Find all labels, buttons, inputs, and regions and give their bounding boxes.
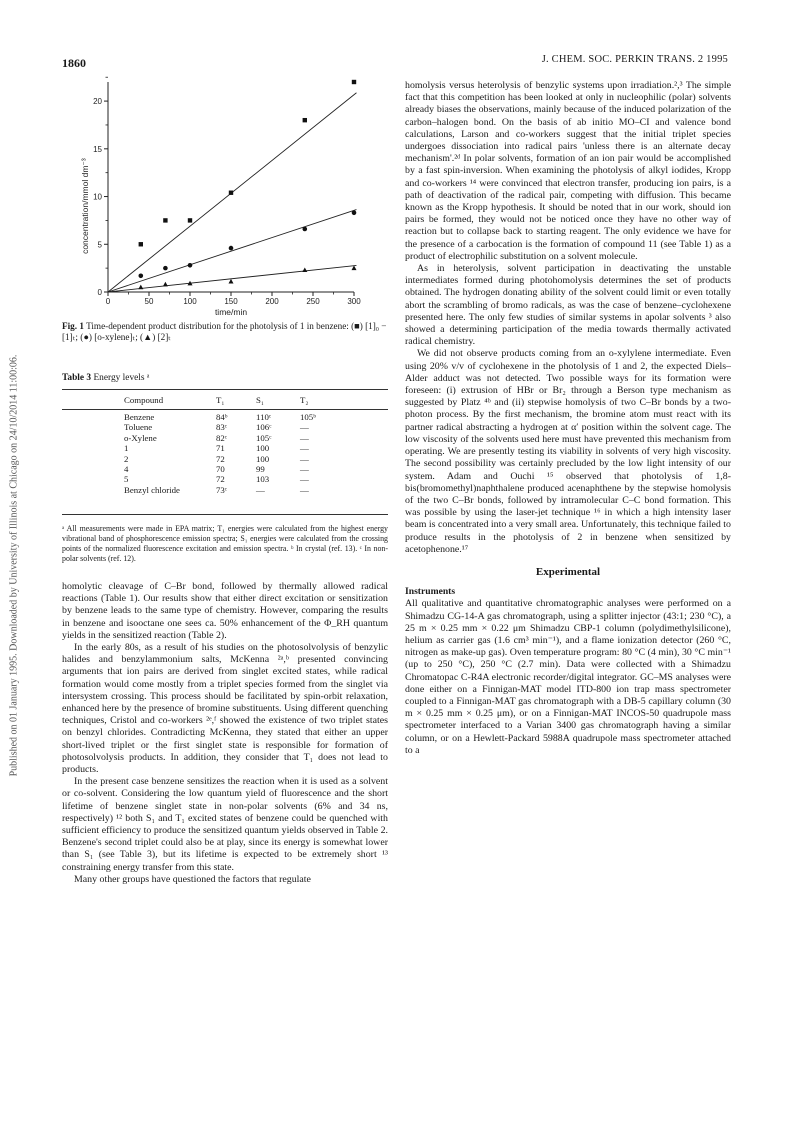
table-cell: 99 [256, 464, 265, 475]
y-tick-label: 15 [93, 144, 102, 154]
table-cell: 100 [256, 453, 270, 464]
page-number: 1860 [62, 56, 86, 70]
data-point-triangle [163, 282, 168, 287]
table-header-row [62, 392, 388, 408]
paragraph: In the early 80s, as a result of his studies on the photosolvolysis of benzylic halides and benzylammonium salts, McKenna ²ᵃ,ᵇ presented convincing arguments that ion pairs are derived from singlet excited states, while radical formation would come mostly from a triplet species formed from the singlet via intersystem crossing. This process should be facilitated by spin-orbit relaxation, enhanced here by the presence of bromine substituents. Using different quenching techniques, Cristol and co-workers ²ᵉ,ᶠ showed the existence of two triplet states on benzyl chlorides. Contradicting McKenna, they stated that either an upper short-lived triplet or the first singlet state is responsible for formation of photosolvolysis products. In addition, they consider that T₁ does not lead to products. [62, 642, 388, 776]
table-cell: — [300, 422, 309, 433]
y-tick-label: 20 [93, 97, 102, 107]
table-cell: 84ᵇ [216, 412, 228, 422]
table-cell: 73ᶜ [216, 484, 228, 495]
right-column-text [405, 80, 731, 757]
table-cell: Toluene [124, 422, 153, 433]
figure-caption-text: Time-dependent product distribution for the photolysis of 1 in benzene: (■) [1]₀ − [1]ₜ; (●) [o-xylene]ₜ; (▲) [2]ₜ [62, 321, 387, 342]
table-row [62, 433, 388, 443]
table-header-cell: Compound [124, 395, 164, 405]
data-point-square [229, 191, 233, 195]
table-header-cell: T₁ [216, 395, 225, 405]
data-point-square [352, 80, 356, 84]
figure-caption [62, 321, 388, 343]
left-column-text [62, 581, 388, 886]
paragraph: All qualitative and quantitative chromatographic analyses were performed on a Shimadzu CG-14-A gas chromatograph, using a splitter injector (43:1; 230 °C), a 25 m × 0.25 mm × 0.22 μm Shimadzu CBP-1 column (polydimethylsilicone), helium as carrier gas (1.6 cm³ min⁻¹), and a flame ionization detector (260 °C, nitrogen as make-up gas). Oven temperature program: 80 °C (4 min), 30 °C min⁻¹ (up to 250 °C), 250 °C (2.7 min). Data were collected with a Shimadzu Chromatopac C-R4A electronic recorder/digital integrator. GC–MS analyses were done either on a Finnigan-MAT model ITD-800 ion trap mass spectrometer coupled to a Finnigan-MAT gas chromatograph with a DB-5 capillary column (30 m × 0.25 mm × 0.25 μm), or on a Finnigan-MAT INCOS-50 quadrupole mass spectrometer interfaced to a Varian 3400 gas chromatograph having a similar column, or on a Hewlett-Packard 5988A quadrupole mass spectrometer attached to a [405, 598, 731, 756]
x-tick-label: 200 [265, 297, 279, 306]
y-tick-label: 0 [97, 288, 102, 297]
table-cell: 82ᶜ [216, 432, 228, 443]
table-title-label: Table 3 [62, 373, 92, 383]
table-cell: 4 [124, 464, 129, 475]
data-point-circle [303, 227, 308, 232]
table-cell: 103 [256, 474, 270, 485]
table-cell: — [300, 474, 309, 485]
figure-1-chart [62, 72, 392, 320]
table-header-cell: S₁ [256, 395, 264, 405]
data-point-square [303, 118, 307, 122]
table-cell: 70 [216, 464, 225, 475]
data-point-triangle [302, 267, 307, 272]
table-cell: 72 [216, 474, 225, 485]
data-point-square [139, 242, 143, 246]
table-cell: 110ᶜ [256, 412, 272, 422]
x-tick-label: 50 [144, 297, 154, 306]
table-title [62, 373, 149, 383]
data-point-circle [352, 210, 357, 215]
figure-caption-label: Fig. 1 [62, 321, 84, 331]
data-point-circle [229, 246, 234, 251]
paragraph: We did not observe products coming from an o-xylylene intermediate. Even using 20% v/v of cyclohexene in the photolysis of 1 and 2, the expected Diels–Alder adduct was not detected. Two possible ways for its formation were foreseen: (i) extrusion of HBr or Br₂ through a Berson type mechanism as suggested by Platz ⁴ᵇ and (ii) stepwise homolysis of two C–Br bonds by a two-photon process. By the first mechanism, the bromine atom must react with its partner radical abstracting a hydrogen at α′ position within the solvent cage. The low viscosity of the solvents used here must have prevented this mechanism from operating. We are presently testing its viability in solvents of very high viscosity. The second possibility was certainly precluded by the low light intensity of our system. Adam and Ouchi ¹⁵ observed that photolysis of 1,8-bis(bromomethyl)naphthalene produced acenaphthene by the stepwise homolysis of the two C–Br bonds, followed by intramolecular C–C bond formation. This was possible by using the laser-jet technique ¹⁶ in which a high intensity laser beam is concentrated into a very small area. Unfortunately, this technique failed to produce results in the photolysis of 2 in benzene when sensitized by acetophenone.¹⁷ [405, 348, 731, 555]
table-row [62, 443, 388, 453]
paragraph: Many other groups have questioned the factors that regulate [74, 873, 311, 885]
data-point-circle [139, 273, 144, 278]
data-point-circle [188, 263, 193, 268]
table-row [62, 485, 388, 495]
data-point-circle [163, 266, 168, 271]
data-point-square [188, 218, 192, 222]
table-top-rule [62, 389, 388, 390]
table-cell: Benzyl chloride [124, 484, 180, 495]
table-row [62, 412, 388, 422]
x-tick-label: 0 [105, 297, 111, 306]
x-axis-label: time/min [214, 307, 248, 317]
x-tick-label: 250 [306, 297, 320, 306]
x-tick-label: 100 [183, 297, 197, 306]
journal-header: J. CHEM. SOC. PERKIN TRANS. 2 1995 [541, 54, 728, 65]
table-bottom-rule [62, 514, 388, 515]
table-cell: 106ᶜ [256, 422, 272, 433]
table-row [62, 454, 388, 464]
table-cell: — [256, 484, 265, 495]
table-cell: 1 [124, 443, 129, 454]
data-point-square [163, 218, 167, 222]
data-point-triangle [229, 279, 234, 284]
y-tick-label: 10 [93, 192, 102, 202]
table-cell: 72 [216, 453, 225, 464]
paragraph: In the present case benzene sensitizes the reaction when it is used as a solvent or co-solvent. Considering the low quantum yield of fluorescence and the short lifetime of benzene singlet state in non-polar solvents (6% and 34 ns, respectively) ¹² both S₁ and T₁ excited states of benzene could be quenched with sufficient efficiency to produce the sensitized quantum yields observed in Table 2. Benzene's second triplet could also be at play, since its energy is somewhat lower than S₁ (see Table 3), but its lifetime is expected to be extremely short ¹³ constraining energy transfer from this state. [62, 776, 388, 873]
x-tick-label: 300 [347, 297, 361, 306]
x-tick-label: 150 [224, 297, 238, 306]
table-cell: 105ᵇ [300, 412, 316, 422]
table-cell: 105ᶜ [256, 432, 272, 443]
table-cell: — [300, 464, 309, 475]
subsection-heading-instruments: Instruments [405, 586, 456, 598]
table-cell: 5 [124, 474, 129, 485]
table-row [62, 464, 388, 474]
table-cell: — [300, 443, 309, 454]
data-point-triangle [138, 285, 143, 290]
table-cell: o-Xylene [124, 432, 157, 443]
paragraph: homolytic cleavage of C–Br bond, followed by thermally allowed radical reactions (Table 1). Our results show that either direct excitation or sensitization by benzene leads to the same type of chemistry. However, comparing the results in benzene and isooctane one sees ca. 50% enhancement of the Φ_RH quantum yields in the sensitized reaction (Table 2). [62, 581, 388, 641]
energy-levels-table [62, 392, 388, 495]
table-cell: — [300, 453, 309, 464]
table-footnote: ᵃ All measurements were made in EPA matrix; T₁ energies were calculated from the highest energy vibrational band of phosphorescence emission spectra; S₁ energies were calculated from the crossing points of the normalized fluorescence excitation and emission spectra. ᵇ In crystal (ref. 13). ᶜ In non-polar solvents (ref. 12). [62, 524, 388, 563]
table-cell: 83ᶜ [216, 422, 228, 433]
table-cell: — [300, 484, 309, 495]
table-cell: 2 [124, 453, 129, 464]
section-heading-experimental: Experimental [535, 565, 601, 578]
table-header-cell: T₂ [300, 395, 309, 405]
table-cell: 71 [216, 443, 225, 454]
series-fit-line [108, 210, 356, 292]
table-row [62, 422, 388, 432]
y-tick-label: 5 [97, 240, 102, 250]
table-cell: Benzene [124, 412, 155, 422]
table-cell: — [300, 432, 309, 443]
table-cell: 100 [256, 443, 270, 454]
table-title-text: Energy levels ᵃ [91, 373, 150, 383]
paragraph: homolysis versus heterolysis of benzylic systems upon irradiation.²,³ The simple fact that this competition has been looked at only in nucleophilic (polar) solvents already biases the observations, mainly because of the induced polarization of the carbon–halogen bond. On the basis of ab initio MO–CI and valence bond calculations, Larson and co-workers suggest that the initial triplet species undergoes dissociation into radical pairs 'unless there is an alternate decay mechanism'.²ᵈ In polar solvents, formation of an ion pair would be accomplished by a fast spin-inversion. When examining the photolysis of alkyl iodides, Kropp and co-workers ¹⁴ were convinced that electron transfer, producing ion pairs, is a path of deactivation of the radical pair, competing with diffusion. This became known as the Kropp hypothesis. It should be noted that in our work, should ion pairs be formed, they would not be noticed once they have no other way of reaction but to collapse back to starting reagent. The only evidence we have for the presence of a carbocation is the formation of compound 11 (see Table 1) as a product of electrophilic substitution on a solvent molecule. [405, 80, 731, 262]
y-axis-label: concentration/mmol dm⁻³ [80, 158, 90, 254]
paragraph: As in heterolysis, solvent participation in deactivating the unstable intermediates formed during photohomolysis determines the set of products obtained. The hydrogen donating ability of the solvent could limit or even totally abort the scrambling of bromo radicals, as was the case of benzene–cyclohexene presented here. The only few studies of similar systems in apolar solvents ³ also showed a determining participation of the media towards thermally activated radical chemistry. [405, 263, 731, 348]
series-fit-line [108, 265, 356, 292]
table-row [62, 474, 388, 484]
download-watermark: Published on 01 January 1995. Downloaded by University of Illinois at Chicago on 24/10/2014 11:00:06. [8, 354, 20, 777]
